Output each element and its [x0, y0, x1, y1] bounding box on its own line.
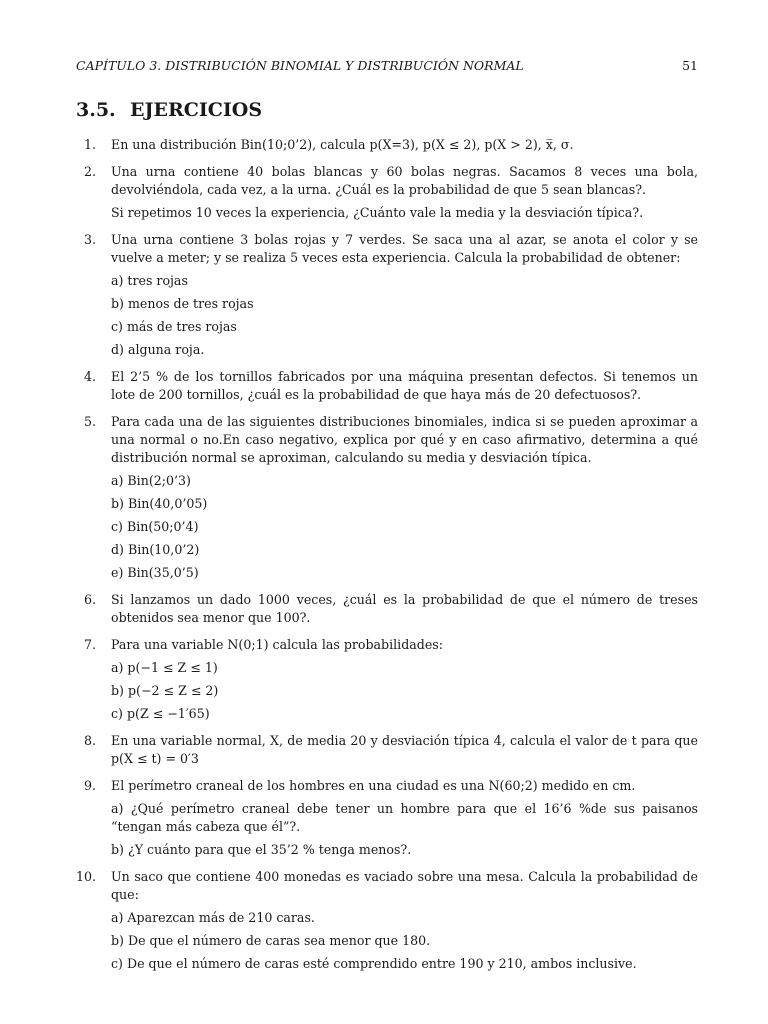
exercise-number: 3. — [83, 232, 96, 247]
section-number: 3.5. — [76, 99, 116, 121]
exercise-subitem: e) Bin(35,0’5) — [111, 565, 199, 580]
exercise-subitem: d) alguna roja. — [111, 342, 205, 357]
exercise-text: Una urna contiene 40 bolas blancas y 60 bolas negras. Sacamos 8 veces una bola, devolviéndola, cada vez, a la urna. ¿Cuál es la probabilidad de que 5 sean blancas?. — [111, 164, 698, 197]
exercise-subitem: c) Bin(50;0’4) — [111, 519, 199, 534]
exercise-text: Una urna contiene 3 bolas rojas y 7 verdes. Se saca una al azar, se anota el color y se vuelve a meter; y se realiza 5 veces esta experiencia. Calcula la probabilidad de obtener: — [111, 232, 698, 265]
exercise-subitem: c) p(Z ≤ −1′65) — [111, 706, 210, 721]
exercise-number: 7. — [83, 637, 96, 652]
exercise-item — [76, 368, 698, 404]
exercise-subitem: b) De que el número de caras sea menor que 180. — [111, 933, 431, 948]
exercise-item — [76, 136, 698, 154]
exercise-item — [76, 777, 698, 859]
exercise-number: 8. — [83, 733, 96, 748]
exercise-subitem: b) ¿Y cuánto para que el 35’2 % tenga menos?. — [111, 842, 412, 857]
exercise-number: 5. — [83, 414, 96, 429]
exercise-item — [76, 868, 698, 973]
exercise-text: El 2’5 % de los tornillos fabricados por una máquina presentan defectos. Si tenemos un lote de 200 tornillos, ¿cuál es la probabilidad de que haya más de 20 defectuosos?. — [111, 369, 698, 402]
exercise-subitem: a) Bin(2;0’3) — [111, 473, 191, 488]
exercise-item — [76, 163, 698, 222]
exercise-extra-text: Si repetimos 10 veces la experiencia, ¿Cuánto vale la media y la desviación típica?. — [111, 205, 644, 220]
chapter-title: CAPÍTULO 3. DISTRIBUCIÓN BINOMIAL Y DISTRIBUCIÓN NORMAL — [76, 58, 524, 73]
exercise-number: 4. — [83, 369, 96, 384]
exercise-number: 1. — [83, 137, 96, 152]
exercise-item — [76, 732, 698, 768]
exercise-subitem: a) p(−1 ≤ Z ≤ 1) — [111, 660, 218, 675]
exercise-item — [76, 591, 698, 627]
exercise-text: Para una variable N(0;1) calcula las probabilidades: — [111, 637, 443, 652]
exercise-text: Si lanzamos un dado 1000 veces, ¿cuál es la probabilidad de que el número de treses obtenidos sea menor que 100?. — [111, 592, 698, 625]
exercise-text: En una distribución Bin(10;0’2), calcula p(X=3), p(X ≤ 2), p(X > 2), x̅, σ. — [111, 137, 574, 152]
exercise-text: El perímetro craneal de los hombres en una ciudad es una N(60;2) medido en cm. — [111, 778, 636, 793]
exercise-text: Un saco que contiene 400 monedas es vaciado sobre una mesa. Calcula la probabilidad de que: — [111, 869, 698, 902]
exercise-subitem: b) Bin(40,0’05) — [111, 496, 208, 511]
exercise-item — [76, 413, 698, 582]
exercise-subitem: c) De que el número de caras esté comprendido entre 190 y 210, ambos inclusive. — [111, 956, 637, 971]
section-heading — [76, 99, 262, 121]
exercise-text: En una variable normal, X, de media 20 y desviación típica 4, calcula el valor de t para que p(X ≤ t) = 0′3 — [111, 733, 698, 766]
exercise-number: 6. — [83, 592, 96, 607]
exercise-subitem: a) Aparezcan más de 210 caras. — [111, 910, 315, 925]
exercise-subitem: b) menos de tres rojas — [111, 296, 254, 311]
section-title-text: EJERCICIOS — [130, 99, 263, 121]
exercise-text: Para cada una de las siguientes distribuciones binomiales, indica si se pueden aproximar a una normal o no.En caso negativo, explica por qué y en caso afirmativo, determina a qué distribución normal se aproximan, calculando su media y desviación típica. — [111, 414, 698, 465]
running-header — [76, 58, 698, 78]
exercise-item — [76, 636, 698, 723]
exercise-subitem: c) más de tres rojas — [111, 319, 237, 334]
page-number: 51 — [682, 58, 698, 73]
exercise-list — [76, 136, 698, 982]
exercise-number: 10. — [76, 869, 97, 884]
exercise-number: 2. — [83, 164, 96, 179]
exercise-item — [76, 231, 698, 359]
exercise-number: 9. — [83, 778, 96, 793]
exercise-subitem: a) tres rojas — [111, 273, 188, 288]
exercise-subitem: a) ¿Qué perímetro craneal debe tener un hombre para que el 16’6 %de sus paisanos “tengan más cabeza que él”?. — [111, 801, 698, 834]
exercise-subitem: b) p(−2 ≤ Z ≤ 2) — [111, 683, 219, 698]
exercise-subitem: d) Bin(10,0’2) — [111, 542, 200, 557]
